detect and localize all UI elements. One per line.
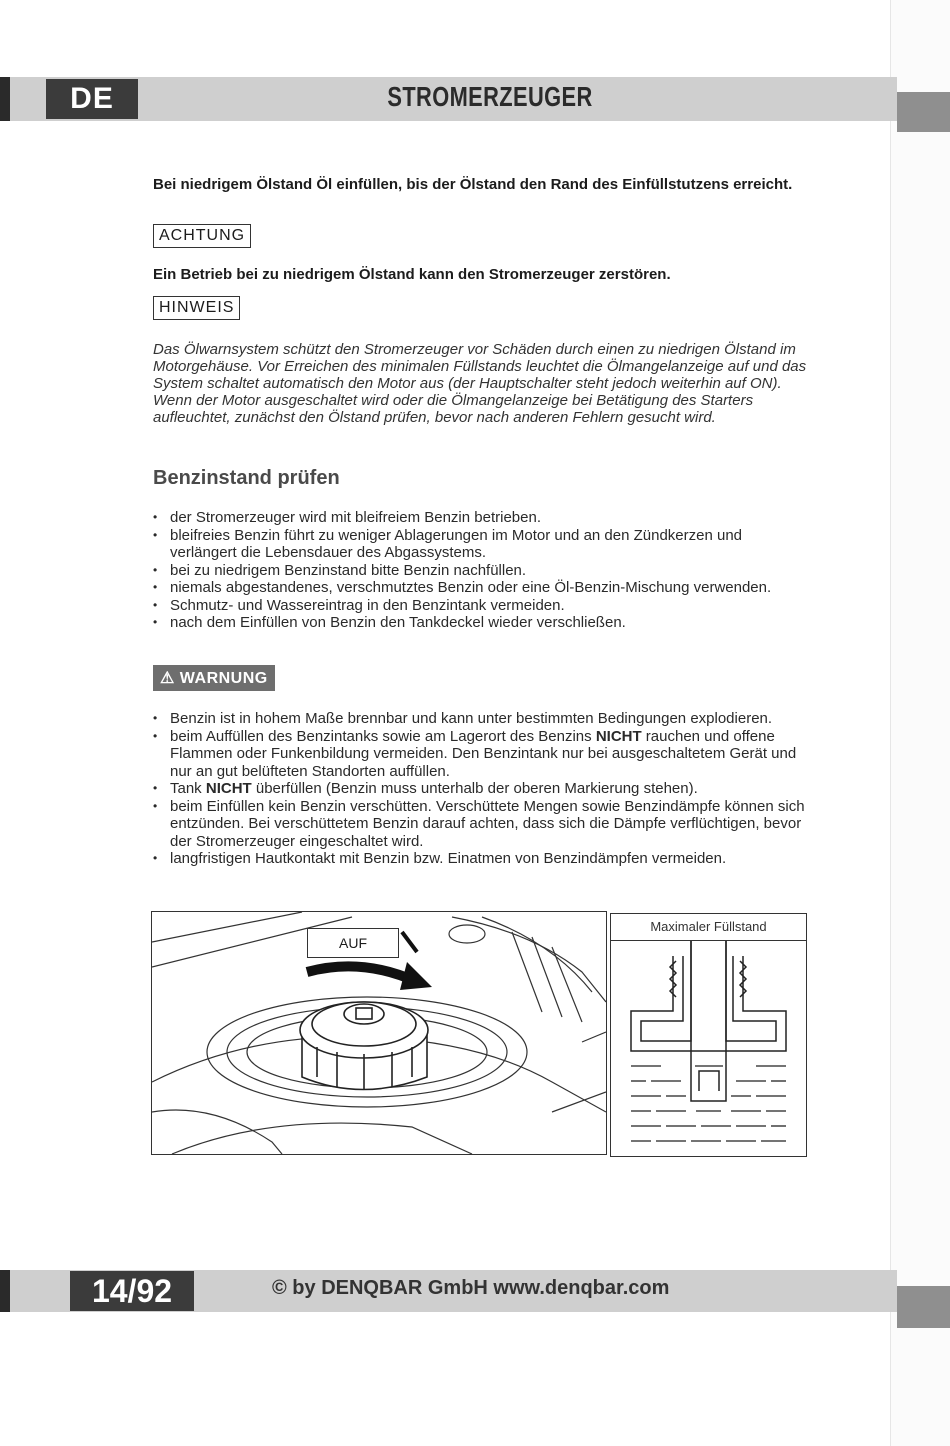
warning-list-wrap — [153, 710, 813, 868]
fuel-heading-wrap — [153, 467, 813, 490]
page-title: STROMERZEUGER — [387, 81, 593, 112]
list-item: • der Stromerzeuger wird mit bleifreiem Benzin betrieben. — [153, 509, 803, 527]
caution-tag: ACHTUNG — [153, 224, 251, 248]
note-tag: HINWEIS — [153, 296, 240, 320]
cap-open-label: AUF — [307, 928, 399, 958]
list-item: • bei zu niedrigem Benzinstand bitte Benzin nachfüllen. — [153, 562, 803, 580]
emphasis: NICHT — [205, 780, 252, 797]
list-item: • nach dem Einfüllen von Benzin den Tankdeckel wieder verschließen. — [153, 614, 803, 632]
caution-tag-wrap — [153, 224, 813, 248]
fuel-list-wrap — [153, 509, 803, 632]
header-bar — [0, 77, 897, 121]
language-badge: DE — [46, 79, 138, 119]
list-item: • Schmutz- und Wassereintrag in den Benzintank vermeiden. — [153, 597, 803, 615]
text-segment: Tank — [170, 780, 206, 797]
page-number: 14/92 — [70, 1271, 194, 1311]
fuel-heading: Benzinstand prüfen — [153, 467, 340, 489]
note-block — [153, 341, 808, 426]
text-segment: beim Auffüllen des Benzintanks sowie am Lagerort des Benzins — [170, 727, 596, 745]
oil-fill-instruction — [153, 176, 813, 193]
footer-bar — [0, 1270, 897, 1312]
footer-stripe — [0, 1270, 10, 1312]
page-edge — [890, 0, 950, 1446]
list-item: • beim Einfüllen kein Benzin verschütten. Verschüttete Mengen sowie Benzindämpfe können sich entzünden. Bei verschüttetem Benzin darauf achten, dass sich die Dämpfe verflüchtigen, bevor der Stromerzeuger eingeschaltet wird. — [153, 798, 813, 851]
fuel-level-diagram — [611, 941, 806, 1155]
list-item: • Benzin ist in hohem Maße brennbar und kann unter bestimmten Bedingungen explodieren. — [153, 710, 813, 728]
text-segment: rauchen und offene Flammen oder Funkenbildung vermeiden. Den Benzintank nur bei ausgeschaltetem Gerät und nur an gut belüfteten Standorten auffüllen. — [170, 727, 797, 780]
warning-list — [153, 710, 813, 868]
note-text: Das Ölwarnsystem schützt den Stromerzeuger vor Schäden durch einen zu niedrigen Ölstand im Motorgehäuse. Vor Erreichen des minimalen Füllstands leuchtet die Ölmangelanzeige auf und das System schaltet automatisch den Motor aus (der Hauptschalter steht jedoch weiterhin auf ON). Wenn der Motor ausgeschaltet wird oder die Ölmangelanzeige bei Betätigung des Starters aufleuchtet, zunächst den Ölstand prüfen, bevor nach anderen Fehlern gesucht wird. — [153, 341, 807, 426]
caution-block — [153, 266, 833, 283]
caution-text: Ein Betrieb bei zu niedrigem Ölstand kann den Stromerzeuger zerstören. — [153, 266, 671, 283]
list-item: • niemals abgestandenes, verschmutztes Benzin oder eine Öl-Benzin-Mischung verwenden. — [153, 579, 803, 597]
emphasis: NICHT — [595, 727, 642, 745]
note-tag-wrap — [153, 296, 813, 320]
copyright-text: © by DENQBAR GmbH www.denqbar.com — [272, 1277, 670, 1299]
warning-label — [153, 665, 275, 691]
warning-triangle-icon: ⚠ — [160, 670, 175, 687]
list-item — [153, 728, 813, 781]
fuel-level-figure — [610, 913, 807, 1157]
list-item: • langfristigen Hautkontakt mit Benzin bzw. Einatmen von Benzindämpfen vermeiden. — [153, 850, 813, 868]
warning-label-wrap — [153, 665, 813, 691]
edge-tab-top — [897, 92, 950, 132]
max-level-label: Maximaler Füllstand — [611, 914, 806, 941]
list-item — [153, 780, 813, 798]
oil-fill-text: Bei niedrigem Ölstand Öl einfüllen, bis der Ölstand den Rand des Einfüllstutzens erreicht. — [153, 176, 793, 193]
header-stripe — [0, 77, 10, 121]
list-item: • bleifreies Benzin führt zu weniger Ablagerungen im Motor und an den Zündkerzen und verlängert die Lebensdauer des Abgassystems. — [153, 527, 803, 562]
text-segment: überfüllen (Benzin muss unterhalb der oberen Markierung stehen). — [251, 780, 698, 797]
fuel-list — [153, 509, 803, 632]
warning-label-text: WARNUNG — [179, 670, 268, 687]
edge-tab-bottom — [897, 1286, 950, 1328]
fuel-cap-figure — [151, 911, 607, 1155]
